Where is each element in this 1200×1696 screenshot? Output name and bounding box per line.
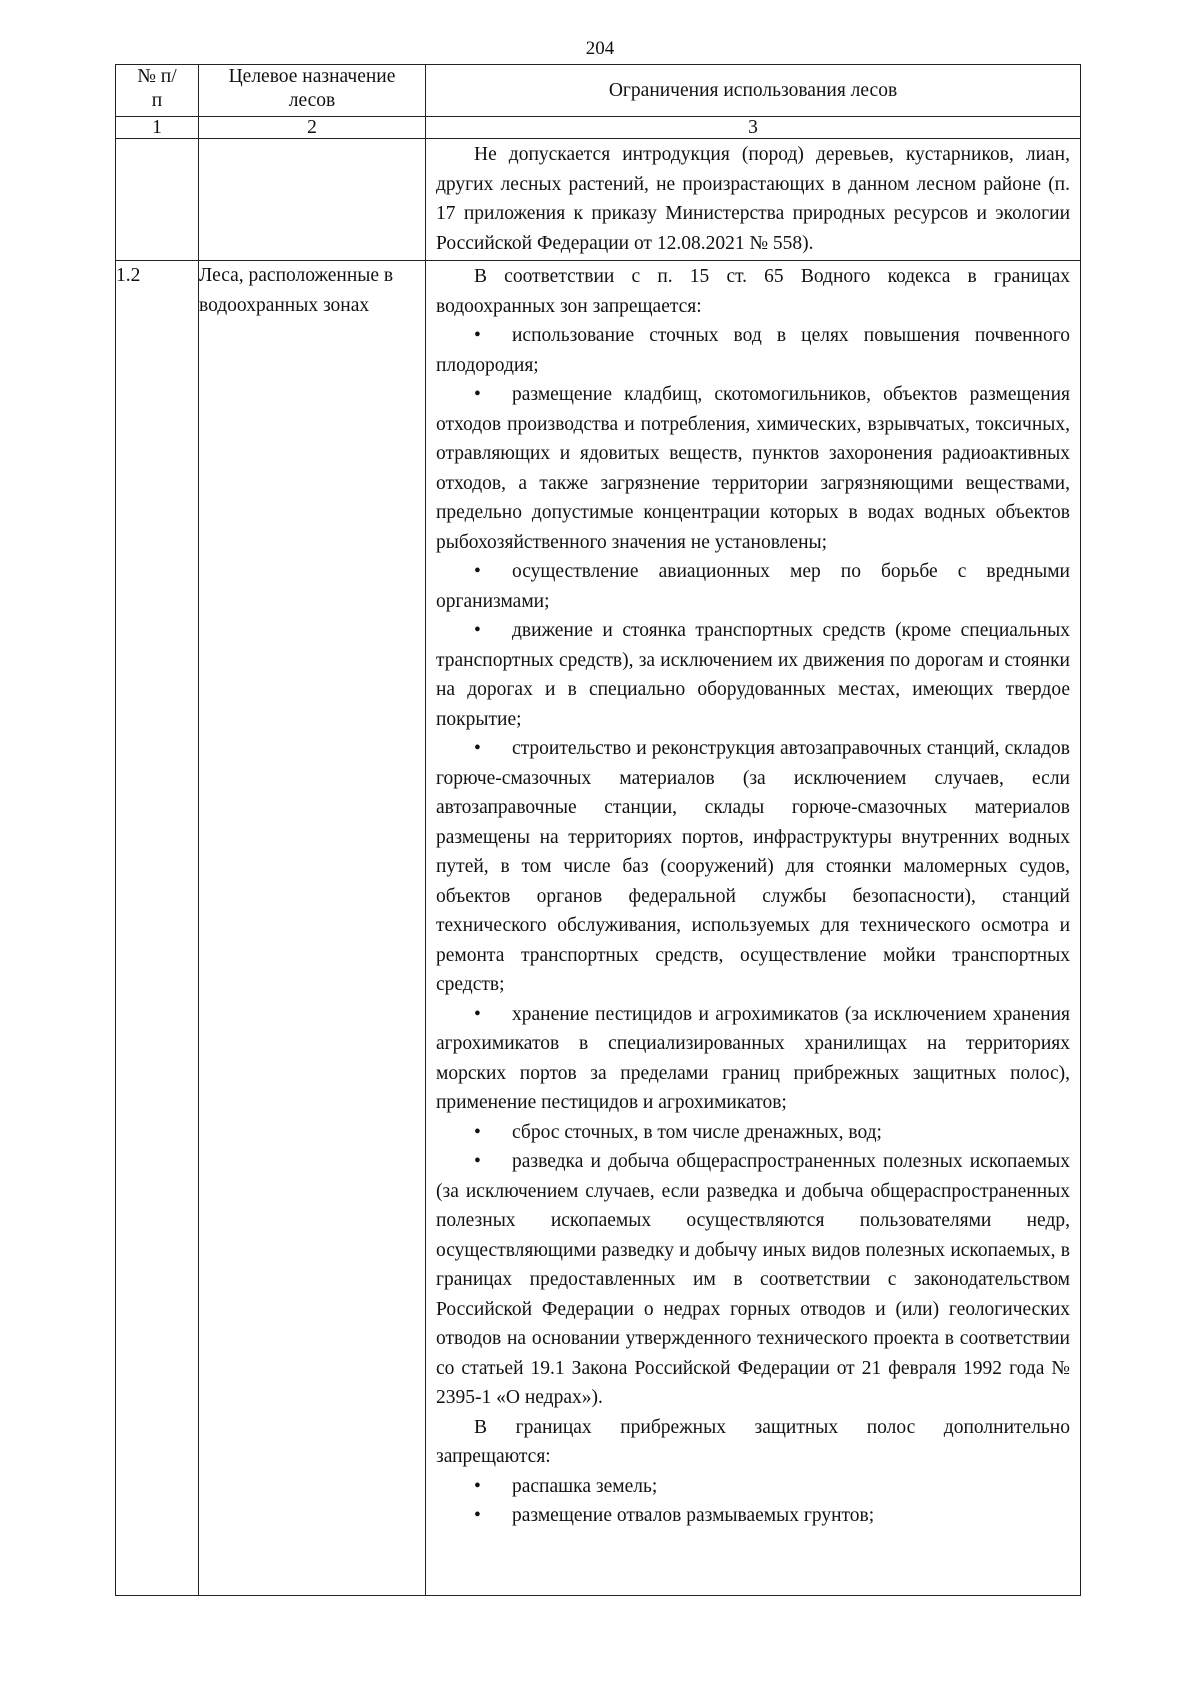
restrictions-cell	[426, 261, 1081, 1596]
column-number-row	[116, 117, 1081, 139]
row-number-cell: 1.2	[116, 261, 199, 1596]
bullet-icon: •	[474, 325, 481, 346]
header-restrictions: Ограничения использования лесов	[426, 65, 1081, 117]
bullet-icon: •	[474, 1151, 481, 1172]
table-row	[116, 261, 1081, 1596]
restrictions-cell	[426, 139, 1081, 261]
list-item: • движение и стоянка транспортных средств (кроме специальных транспортных средств), за исключением их движения по дорогам и стоянки на дорогах и в специально оборудованных местах, имеющих твердое покрытие;	[436, 616, 1070, 734]
bullet-icon: •	[474, 561, 481, 582]
purpose-cell	[199, 139, 426, 261]
column-number: 1	[116, 117, 199, 139]
list-item: • строительство и реконструкция автозаправочных станций, складов горюче-смазочных материалов (за исключением случаев, если автозаправочные станции, склады горюче-смазочных материалов размещены на территориях портов, инфраструктуры внутренних водных путей, в том числе баз (сооружений) для стоянки маломерных судов, объектов органов федеральной службы безопасности), станций технического обслуживания, используемых для технического осмотра и ремонта транспортных средств, осуществление мойки транспортных средств;	[436, 734, 1070, 1000]
bullet-icon: •	[474, 738, 481, 759]
list-item: • осуществление авиационных мер по борьбе с вредными организмами;	[436, 557, 1070, 616]
table-row	[116, 139, 1081, 261]
row-number-cell	[116, 139, 199, 261]
header-number: № п/п	[116, 65, 199, 117]
header-purpose: Целевое назначение лесов	[199, 65, 426, 117]
paragraph: В границах прибрежных защитных полос дополнительно запрещаются:	[436, 1416, 1070, 1467]
page-number: 204	[585, 38, 615, 59]
bullet-icon: •	[474, 384, 481, 405]
restrictions-table	[115, 64, 1081, 1596]
list-item: • размещение кладбищ, скотомогильников, объектов размещения отходов производства и потребления, химических, взрывчатых, токсичных, отравляющих и ядовитых веществ, пунктов захоронения радиоактивных отходов, а также загрязнение территории загрязняющими веществами, предельно допустимые концентрации которых в водах водных объектов рыбохозяйственного значения не установлены;	[436, 380, 1070, 557]
paragraph: Не допускается интродукция (пород) деревьев, кустарников, лиан, других лесных растений, не произрастающих в данном лесном районе (п. 17 приложения к приказу Министерства природных ресурсов и экологии Российской Федерации от 12.08.2021 № 558).	[436, 144, 1070, 254]
bullet-icon: •	[474, 1003, 481, 1025]
column-number: 3	[426, 117, 1081, 139]
bullet-icon: •	[474, 1121, 481, 1143]
list-item: • использование сточных вод в целях повышения почвенного плодородия;	[436, 321, 1070, 380]
list-item: • распашка земель;	[436, 1472, 1070, 1502]
purpose-cell: Леса, расположенные в водоохранных зонах	[199, 261, 426, 1596]
table-header-row	[116, 65, 1081, 117]
paragraph: В соответствии с п. 15 ст. 65 Водного кодекса в границах водоохранных зон запрещается:	[436, 266, 1070, 317]
bullet-icon: •	[474, 1475, 481, 1497]
list-item: • сброс сточных, в том числе дренажных, вод;	[436, 1118, 1070, 1148]
column-number: 2	[199, 117, 426, 139]
list-item: • хранение пестицидов и агрохимикатов (за исключением хранения агрохимикатов в специализированных хранилищах на территориях морских портов за пределами границ прибрежных защитных полос), применение пестицидов и агрохимикатов;	[436, 1000, 1070, 1118]
list-item: • разведка и добыча общераспространенных полезных ископаемых (за исключением случаев, если разведка и добыча общераспространенных полезных ископаемых осуществляются пользователями недр, осуществляющими разведку и добычу иных видов полезных ископаемых, в границах предоставленных им в соответствии с законодательством Российской Федерации о недрах горных отводов и (или) геологических отводов на основании утвержденного технического проекта в соответствии со статьей 19.1 Закона Российской Федерации от 21 февраля 1992 года № 2395-1 «О недрах»).	[436, 1147, 1070, 1413]
list-item: • размещение отвалов размываемых грунтов;	[436, 1501, 1070, 1531]
bullet-icon: •	[474, 1505, 481, 1526]
bullet-icon: •	[474, 620, 481, 641]
